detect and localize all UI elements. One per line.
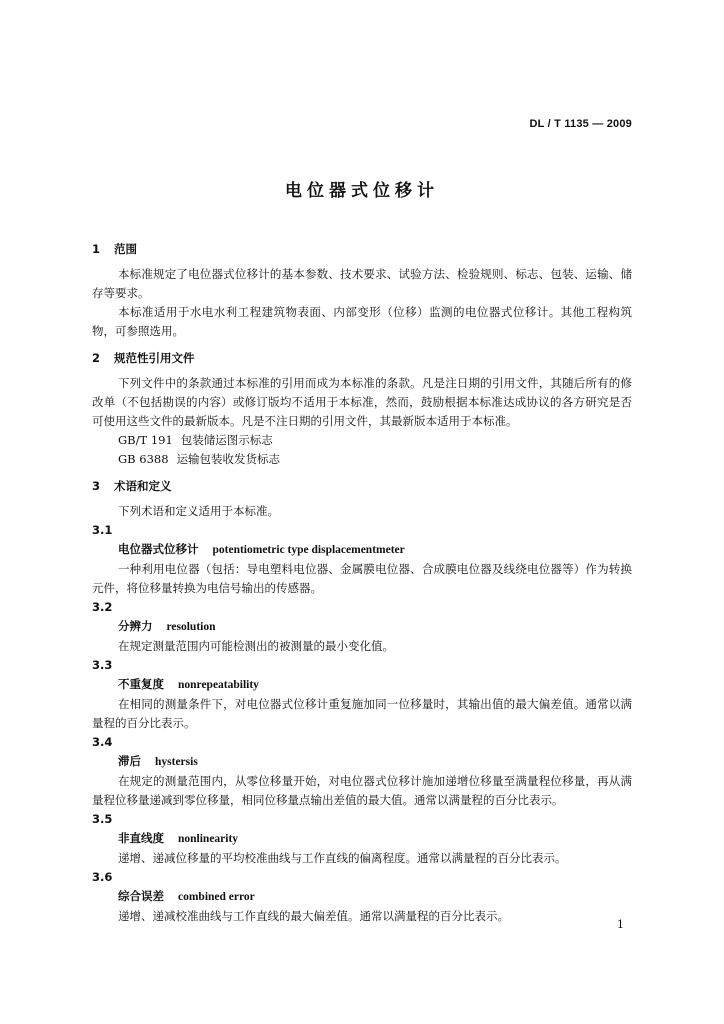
term-zh: 综合误差: [118, 889, 164, 903]
reference-title: 运输包装收发货标志: [176, 452, 281, 466]
term-definition: 在相同的测量条件下，对电位器式位移计重复施加同一位移量时，其输出值的最大偏差值。通常以满量程的百分比表示。: [92, 697, 632, 730]
reference-title: 包装储运图示标志: [180, 433, 273, 447]
term-en: resolution: [166, 621, 216, 633]
document-title: 电位器式位移计: [285, 181, 439, 201]
term-heading: [92, 675, 632, 695]
term-zh: 分辨力: [118, 619, 153, 633]
reference-item: [92, 431, 632, 450]
term-definition: 在规定的测量范围内，从零位移量开始，对电位器式位移计施加递增位移量至满量程位移量，再从满量程位移量递减到零位移量，相同位移量点输出差值的最大值。通常以满量程的百分比表示。: [92, 774, 632, 807]
page-number: 1: [617, 918, 624, 931]
term-number: 3.2: [92, 600, 113, 614]
term-zh: 非直线度: [118, 831, 164, 845]
standard-code: DL / T 1135 — 2009: [529, 118, 632, 130]
term-en: nonrepeatability: [178, 679, 259, 691]
term-zh: 滞后: [118, 754, 141, 768]
term-heading: [92, 540, 632, 560]
term-heading: [92, 829, 632, 849]
term-definition: 递增、递减校准曲线与工作直线的最大偏差值。通常以满量程的百分比表示。: [118, 909, 509, 923]
term-definition: 一种利用电位器（包括：导电塑料电位器、金属膜电位器、合成膜电位器及线绕电位器等）作为转换元件，将位移量转换为电信号输出的传感器。: [92, 562, 632, 595]
section-number: 2: [92, 351, 101, 365]
section-title: 规范性引用文件: [114, 351, 195, 365]
reference-item: [92, 450, 632, 469]
document-body: [92, 240, 632, 926]
section-heading-terms: [92, 477, 632, 496]
section-title: 术语和定义: [114, 479, 172, 493]
term-en: combined error: [178, 891, 255, 903]
term-heading: [92, 887, 632, 907]
section-number: 1: [92, 242, 101, 256]
section-title: 范围: [114, 242, 137, 256]
term-number: 3.1: [92, 523, 113, 537]
section-heading-scope: [92, 240, 632, 259]
term-definition: 在规定测量范围内可能检测出的被测量的最小变化值。: [118, 639, 394, 653]
term-number: 3.6: [92, 870, 113, 884]
term-definition: 递增、递减位移量的平均校准曲线与工作直线的偏离程度。通常以满量程的百分比表示。: [118, 851, 567, 865]
paragraph: 本标准规定了电位器式位移计的基本参数、技术要求、试验方法、检验规则、标志、包装、运输、储存等要求。: [92, 267, 632, 300]
term-number: 3.3: [92, 658, 113, 672]
term-heading: [92, 617, 632, 637]
paragraph: 下列术语和定义适用于本标准。: [118, 504, 279, 518]
term-en: hystersis: [155, 756, 198, 768]
term-zh: 电位器式位移计: [118, 542, 199, 556]
section-heading-normative: [92, 349, 632, 368]
paragraph: 本标准适用于水电水利工程建筑物表面、内部变形（位移）监测的电位器式位移计。其他工程构筑物，可参照选用。: [92, 305, 632, 338]
term-en: potentiometric type displacementmeter: [212, 544, 405, 556]
reference-code: GB/T 191: [118, 433, 173, 447]
term-number: 3.5: [92, 812, 113, 826]
reference-code: GB 6388: [118, 452, 169, 466]
term-en: nonlinearity: [178, 833, 239, 845]
paragraph: 下列文件中的条款通过本标准的引用而成为本标准的条款。凡是注日期的引用文件，其随后所有的修改单（不包括勘误的内容）或修订版均不适用于本标准，然而，鼓励根据本标准达成协议的各方研究是否可使用这些文件的最新版本。凡是不注日期的引用文件，其最新版本适用于本标准。: [92, 376, 632, 428]
section-number: 3: [92, 479, 101, 493]
term-heading: [92, 752, 632, 772]
term-number: 3.4: [92, 735, 113, 749]
term-zh: 不重复度: [118, 677, 164, 691]
